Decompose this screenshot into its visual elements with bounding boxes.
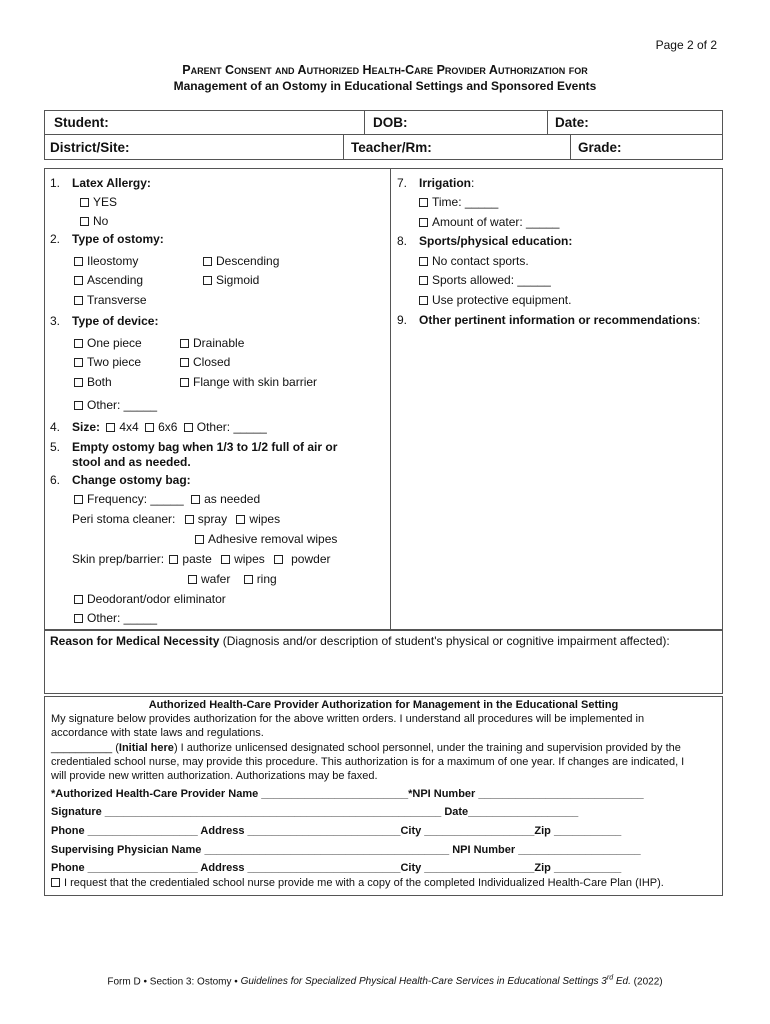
option-label: No contact sports.: [432, 254, 529, 268]
authorization-text: ) I authorize unlicensed designated school personnel, under the training and supervision provided by the: [173, 742, 681, 754]
checkbox[interactable]: [244, 575, 253, 584]
q2-number: 2.: [50, 232, 61, 246]
q6-change-bag-label: Change ostomy bag:: [72, 473, 191, 487]
footer-section: Section 3: Ostomy: [149, 976, 232, 988]
checkbox[interactable]: [51, 878, 60, 887]
q4-number: 4.: [50, 420, 61, 434]
authorization-para2-line1: [51, 742, 681, 754]
option-label: Amount of water: _____: [432, 215, 560, 229]
checkbox[interactable]: [74, 614, 83, 623]
option-label: Two piece: [87, 355, 142, 369]
q5-empty-bag-line1: Empty ostomy bag when 1/3 to 1/2 full of air or: [72, 440, 338, 454]
wipes-option: wipes: [234, 552, 265, 566]
skin-prep-label: Skin prep/barrier:: [72, 552, 165, 566]
option-label: No: [93, 214, 109, 228]
checkbox[interactable]: [236, 515, 245, 524]
checkbox[interactable]: [419, 257, 428, 266]
change-other-option[interactable]: [74, 611, 157, 625]
footer-bullet: •: [140, 976, 150, 988]
checkbox[interactable]: [180, 339, 189, 348]
q4-size-label: Size:: [72, 420, 101, 434]
device-other-option[interactable]: [74, 398, 157, 412]
peri-stoma-label: Peri stoma cleaner:: [72, 512, 176, 526]
supervising-physician-row[interactable]: Supervising Physician Name ________________________________________ NPI Number ____________________: [51, 844, 641, 856]
option-label: Use protective equipment.: [432, 293, 572, 307]
descending-option[interactable]: [203, 254, 279, 268]
option-label: One piece: [87, 336, 142, 350]
checkbox[interactable]: [419, 296, 428, 305]
q7-number: 7.: [397, 176, 408, 190]
option-label: Ascending: [87, 273, 144, 287]
q3-number: 3.: [50, 314, 61, 328]
header-col-divider: [364, 110, 365, 134]
q3-device-type-label: Type of device:: [72, 314, 159, 328]
option-label: Ileostomy: [87, 254, 139, 268]
option-label: Descending: [216, 254, 280, 268]
footer-edition: Ed.: [613, 976, 631, 988]
q5-empty-bag-line2: stool and as needed.: [72, 455, 191, 469]
option-label: Adhesive removal wipes: [208, 532, 338, 546]
option-label: Flange with skin barrier: [193, 375, 318, 389]
powder-option: powder: [291, 552, 331, 566]
district-field[interactable]: District/Site:: [50, 140, 130, 155]
q9-colon: :: [697, 313, 701, 327]
footer-year: (2022): [630, 976, 663, 988]
q8-number: 8.: [397, 234, 408, 248]
header-col-divider: [570, 134, 571, 160]
checkbox[interactable]: [74, 358, 83, 367]
size-other: Other: _____: [196, 420, 267, 434]
checkbox[interactable]: [185, 515, 194, 524]
peri-stoma-row: [72, 512, 280, 526]
option-label: Closed: [193, 355, 231, 369]
size-4x4: 4x4: [119, 420, 139, 434]
footer-form: Form D: [107, 976, 141, 988]
sports-allowed-option[interactable]: [419, 273, 551, 287]
option-label: Both: [87, 375, 112, 389]
q5-number: 5.: [50, 440, 61, 454]
checkbox[interactable]: [419, 276, 428, 285]
checkbox[interactable]: [180, 378, 189, 387]
checkbox[interactable]: [180, 358, 189, 367]
q7-label-text: Irrigation: [419, 176, 472, 190]
drainable-option[interactable]: [180, 336, 244, 350]
provider-phone-address-row[interactable]: Phone __________________ Address _________________________City __________________Zip ___________: [51, 825, 622, 837]
provider-name-npi-row[interactable]: *Authorized Health-Care Provider Name ________________________*NPI Number ___________________________: [51, 788, 644, 800]
option-label: Other: _____: [87, 398, 158, 412]
option-label: Sigmoid: [216, 273, 260, 287]
checkbox[interactable]: [203, 257, 212, 266]
latex-no-option[interactable]: [80, 214, 108, 228]
option-label: YES: [93, 195, 118, 209]
latex-yes-option[interactable]: [80, 195, 117, 209]
checkbox[interactable]: [188, 575, 197, 584]
wafer-option: wafer: [201, 572, 231, 586]
q7-irrigation-label: [419, 176, 474, 190]
teacher-field[interactable]: Teacher/Rm:: [351, 140, 432, 155]
checkbox[interactable]: [74, 378, 83, 387]
necessity-description: (Diagnosis and/or description of student's physical or cognitive impairment affected):: [219, 634, 670, 648]
dob-field[interactable]: DOB:: [373, 115, 408, 130]
option-label: Time: _____: [432, 195, 499, 209]
checkbox[interactable]: [74, 495, 83, 504]
frequency-row: [74, 492, 260, 506]
necessity-label-text: Reason for Medical Necessity: [50, 634, 220, 648]
option-label: I request that the credentialed school nurse provide me with a copy of the completed Individualized Health-Care Plan (IHP).: [64, 877, 664, 889]
checkbox[interactable]: [195, 535, 204, 544]
signature-date-row[interactable]: Signature _______________________________________________________ Date__________________: [51, 806, 579, 818]
checkbox[interactable]: [106, 423, 115, 432]
ihp-copy-request-option[interactable]: [51, 877, 664, 889]
checkbox[interactable]: [74, 296, 83, 305]
wipes-option: wipes: [249, 512, 281, 526]
footer-bullet: •: [231, 976, 241, 988]
q2-ostomy-type-label: Type of ostomy:: [72, 232, 164, 246]
authorization-para2-line3: will provide new written authorization. Authorizations may be faxed.: [51, 770, 378, 782]
ileostomy-option[interactable]: [74, 254, 138, 268]
initial-here-label: Initial here: [118, 742, 174, 754]
option-label: Transverse: [87, 293, 147, 307]
checkbox[interactable]: [74, 595, 83, 604]
initial-blank[interactable]: __________ (: [51, 742, 119, 754]
two-piece-option[interactable]: [74, 355, 141, 369]
q9-other-info-label: [419, 313, 700, 327]
q7-colon: :: [471, 176, 475, 190]
option-label: Sports allowed: _____: [432, 273, 551, 287]
header-col-divider: [547, 110, 548, 134]
orders-col-divider: [390, 168, 391, 630]
authorization-para2-line2: credentialed school nurse, may provide this procedure. This authorization is for a maximum of one year. If changes are indicated, I: [51, 756, 685, 768]
checkbox[interactable]: [203, 276, 212, 285]
q9-number: 9.: [397, 313, 408, 327]
wafer-ring-row: [188, 572, 277, 586]
one-piece-option[interactable]: [74, 336, 142, 350]
sigmoid-option[interactable]: [203, 273, 259, 287]
frequency-option: Frequency: _____: [87, 492, 184, 506]
skin-prep-row: [72, 552, 330, 566]
authorization-para1-line1: My signature below provides authorization for the above written orders. I understand all procedures will be implemented in: [51, 713, 645, 725]
header-divider: [44, 134, 723, 135]
checkbox[interactable]: [274, 555, 283, 564]
adhesive-removal-option[interactable]: [195, 532, 337, 546]
q1-latex-allergy-label: Latex Allergy:: [72, 176, 151, 190]
paste-option: paste: [182, 552, 212, 566]
q9-label-text: Other pertinent information or recommendations: [419, 313, 698, 327]
both-option[interactable]: [74, 375, 112, 389]
q4-size-row: [72, 420, 267, 434]
footer-superscript: rd: [606, 975, 614, 982]
q1-number: 1.: [50, 176, 61, 190]
checkbox[interactable]: [419, 218, 428, 227]
footer-guidelines: Guidelines for Specialized Physical Health-Care Services in Educational Settings 3: [240, 976, 607, 988]
spray-option: spray: [197, 512, 228, 526]
irrigation-time-option[interactable]: [419, 195, 498, 209]
ascending-option[interactable]: [74, 273, 143, 287]
flange-option[interactable]: [180, 375, 317, 389]
checkbox[interactable]: [169, 555, 178, 564]
transverse-option[interactable]: [74, 293, 147, 307]
option-label: Deodorant/odor eliminator: [87, 592, 226, 606]
student-field[interactable]: Student:: [54, 115, 109, 130]
checkbox[interactable]: [221, 555, 230, 564]
header-col-divider: [343, 134, 344, 160]
no-contact-sports-option[interactable]: [419, 254, 529, 268]
q8-sports-label: Sports/physical education:: [419, 234, 573, 248]
deodorant-option[interactable]: [74, 592, 226, 606]
size-6x6: 6x6: [158, 420, 178, 434]
checkbox[interactable]: [191, 495, 200, 504]
medical-necessity-label: [50, 634, 670, 648]
checkbox[interactable]: [74, 276, 83, 285]
checkbox[interactable]: [419, 198, 428, 207]
footer: [0, 975, 770, 987]
checkbox[interactable]: [74, 257, 83, 266]
physician-phone-address-row[interactable]: Phone __________________ Address _________________________City __________________Zip ___________: [51, 862, 622, 874]
option-label: Drainable: [193, 336, 245, 350]
checkbox[interactable]: [74, 339, 83, 348]
authorization-para1-line2: accordance with state laws and regulations.: [51, 727, 264, 739]
ring-option: ring: [256, 572, 277, 586]
page-number: Page 2 of 2: [655, 38, 717, 52]
form-subtitle: Management of an Ostomy in Educational Settings and Sponsored Events: [173, 79, 597, 93]
closed-option[interactable]: [180, 355, 230, 369]
checkbox[interactable]: [145, 423, 154, 432]
protective-equipment-option[interactable]: [419, 293, 571, 307]
authorization-heading: Authorized Health-Care Provider Authorization for Management in the Educational Setting: [148, 699, 619, 711]
q6-number: 6.: [50, 473, 61, 487]
grade-field[interactable]: Grade:: [578, 140, 622, 155]
date-field[interactable]: Date:: [555, 115, 589, 130]
irrigation-water-option[interactable]: [419, 215, 559, 229]
checkbox[interactable]: [184, 423, 193, 432]
as-needed-option: as needed: [204, 492, 261, 506]
checkbox[interactable]: [74, 401, 83, 410]
option-label: Other: _____: [87, 611, 158, 625]
checkbox[interactable]: [80, 217, 89, 226]
form-title: Parent Consent and Authorized Health-Care Provider Authorization for: [182, 63, 588, 77]
checkbox[interactable]: [80, 198, 89, 207]
